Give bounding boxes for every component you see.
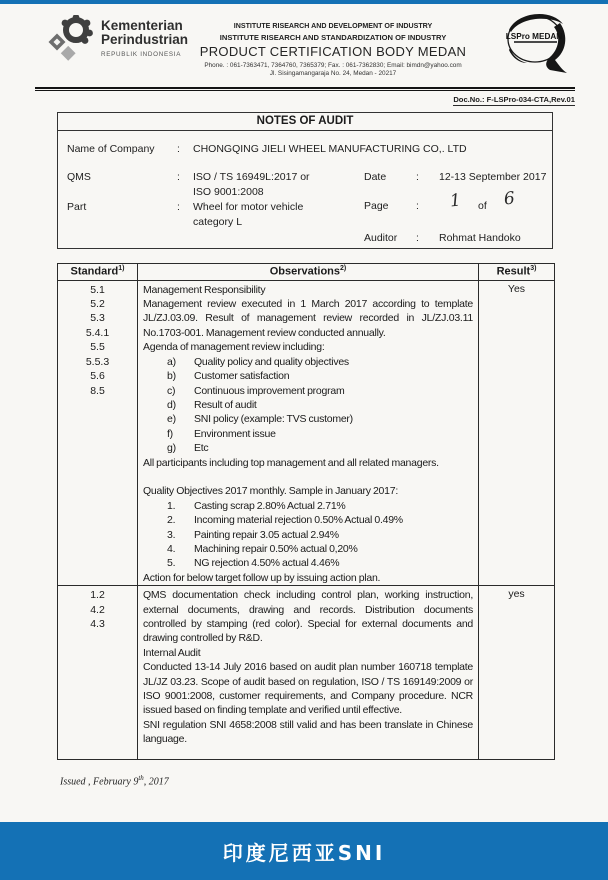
standard-number: 4.3 [90,617,105,630]
qms-colon: : [177,171,180,183]
table-header-row [58,264,554,281]
spacer [143,470,473,484]
part-value-line1: Wheel for motor vehicle [193,201,304,213]
part-colon: : [177,201,180,213]
bottom-banner [0,822,608,880]
page-colon: : [416,200,419,212]
lspro-logo-text: LSPro MEDAN [505,32,563,41]
page-number-handwritten: 1 [448,190,462,212]
list-item [167,528,473,542]
col-header-result [479,264,554,280]
issued-prefix: Issued , February 9 [60,776,139,788]
col-header-standard [58,264,138,280]
list-marker: g) [167,442,176,455]
list-item [167,556,473,570]
auditor-label: Auditor [364,232,398,244]
standard-number: 5.5.3 [85,355,110,368]
table-row [58,281,554,587]
result-header-label: Result [496,265,531,278]
standard-number: 5.1 [90,283,105,296]
list-item [167,398,473,412]
list-marker: c) [167,384,176,397]
page-of-word: of [478,200,487,212]
company-colon: : [177,143,180,155]
address-line: Jl. Sisingamangaraja No. 24, Medan - 20217 [269,69,397,77]
list-item [167,542,473,556]
result-header-note: 3) [530,265,537,272]
standard-number: 5.5 [90,341,105,354]
observation-list [143,499,473,571]
banner-text: 印度尼西亚SNI [222,840,386,865]
list-item [167,441,473,455]
standard-number: 5.4.1 [85,326,110,339]
list-marker: 5. [167,557,176,570]
standard-number: 5.3 [90,312,105,325]
standard-number: 1.2 [90,589,105,602]
qms-value-line1: ISO / TS 16949L:2017 or [193,171,310,183]
audit-table [57,263,555,760]
date-label: Date [364,171,387,183]
standard-cell [58,281,138,586]
list-item [167,499,473,513]
issued-superscript: th [138,774,144,782]
auditor-value: Rohmat Handoko [439,232,521,244]
document-title: NOTES OF AUDIT [58,113,552,131]
qms-value-line2: ISO 9001:2008 [193,186,264,198]
observations-header-note: 2) [340,265,347,272]
page-total-handwritten: 6 [502,188,516,210]
standard-number: 4.2 [90,603,105,616]
observation-paragraph: All participants including top management and all related managers. [143,456,439,469]
observation-paragraph: Action for below target follow up by issuing action plan. [143,571,381,584]
list-text: NG rejection 4.50% actual 4.46% [194,557,340,570]
list-item [167,412,473,426]
list-marker: 1. [167,499,176,512]
standard-cell [58,586,138,759]
date-colon: : [416,171,419,183]
list-marker: 2. [167,514,176,527]
issued-note [60,774,169,787]
result-cell: Yes [507,282,526,295]
standard-number: 5.2 [90,298,105,311]
list-item [167,427,473,441]
list-text: Result of audit [194,398,257,411]
list-text: Continuous improvement program [194,384,345,397]
part-value-line2: category L [193,216,243,228]
col-header-observations [138,264,479,280]
observation-list [143,355,473,456]
list-marker: 3. [167,528,176,541]
observation-paragraph: Quality Objectives 2017 monthly. Sample in January 2017: [143,485,398,498]
list-item [167,384,473,398]
list-marker: 4. [167,542,176,555]
standard-number: 5.6 [90,370,105,383]
list-marker: d) [167,398,176,411]
page-label: Page [364,200,389,212]
list-text: Customer satisfaction [194,370,290,383]
institute-line1: INSTITUTE RISEARCH AND DEVELOPMENT OF INDUSTRY [233,22,433,30]
contact-line: Phone. : 061-7363471, 7364760, 7365379; Fax. : 061-7362830; Email: bimdn@yahoo.com [204,61,462,69]
auditor-colon: : [416,232,419,244]
observation-paragraph: SNI regulation SNI 4658:2008 still valid and has been translate in Chinese language. [143,718,473,746]
observation-paragraph: QMS documentation check including control plan, working instruction, external documents, drawing and records. Distribution documents controlled by stamping (red color). Special for external documents and drawing controlled by R&D. [143,589,473,645]
institute-line2: INSTITUTE RISEARCH AND STANDARDIZATION OF INDUSTRY [219,32,447,42]
ministry-subtitle: REPUBLIK INDONESIA [101,50,182,58]
list-text: SNI policy (example: TVS customer) [194,413,353,426]
standard-number: 8.5 [90,384,105,397]
observations-cell [138,281,479,586]
observation-paragraph: Management Responsibility [143,283,266,296]
observations-cell [138,586,479,759]
list-item [167,355,473,369]
issued-suffix: , 2017 [143,776,169,788]
standard-header-note: 1) [118,265,125,272]
list-text: Painting repair 3.05 actual 2.94% [194,528,339,541]
ministry-logo [44,15,188,65]
list-text: Incoming material rejection 0.50% Actual 0.49% [194,514,403,527]
list-marker: a) [167,355,176,368]
list-text: Environment issue [194,427,276,440]
letterhead [168,22,498,77]
part-label: Part [67,201,87,213]
list-text: Etc [194,442,209,455]
ministry-name-line1: Kementerian [101,17,183,33]
standard-header-label: Standard [70,265,119,278]
observation-paragraph: Internal Audit [143,646,201,659]
header-divider [35,87,575,91]
list-marker: b) [167,370,176,383]
ministry-gear-icon [44,15,96,65]
top-accent-line [0,0,608,4]
list-text: Casting scrap 2.80% Actual 2.71% [194,499,346,512]
ministry-name-line2: Perindustrian [101,31,189,47]
list-item [167,369,473,383]
list-text: Quality policy and quality objectives [194,355,349,368]
certification-body-name: PRODUCT CERTIFICATION BODY MEDAN [199,44,467,59]
list-text: Machining repair 0.50% actual 0,20% [194,542,358,555]
list-marker: f) [167,427,173,440]
observation-paragraph: Conducted 13-14 July 2016 based on audit plan number 160718 template JL/JZ 03.23. Scope of audit based on regulation, ISO / TS 169149:2009 or ISO 9001:2008, customer requirements, and Company procedure. NCR issued based on finding template and verified until effective. [143,661,473,717]
company-label: Name of Company [67,143,155,155]
audit-table-body [58,281,554,760]
lspro-medan-logo-icon [501,8,573,76]
company-value: CHONGQING JIELI WHEEL MANUFACTURING CO,. LTD [193,143,467,155]
observation-paragraph: Agenda of management review including: [143,341,325,354]
audit-info-box [57,112,553,249]
table-row [58,586,554,759]
qms-label: QMS [67,171,91,183]
date-value: 12-13 September 2017 [439,171,547,183]
observations-header-label: Observations [269,265,341,278]
list-marker: e) [167,413,176,426]
observation-paragraph: Management review executed in 1 March 2017 according to template JL/ZJ.03.09. Result of management review recorded in JL/ZJ.03.11 No.1703-001. Management review conducted annually. [143,298,473,339]
doc-number: Doc.No.: F-LSPro-034-CTA,Rev.01 [453,95,575,104]
list-item [167,513,473,527]
result-cell: yes [508,588,525,601]
